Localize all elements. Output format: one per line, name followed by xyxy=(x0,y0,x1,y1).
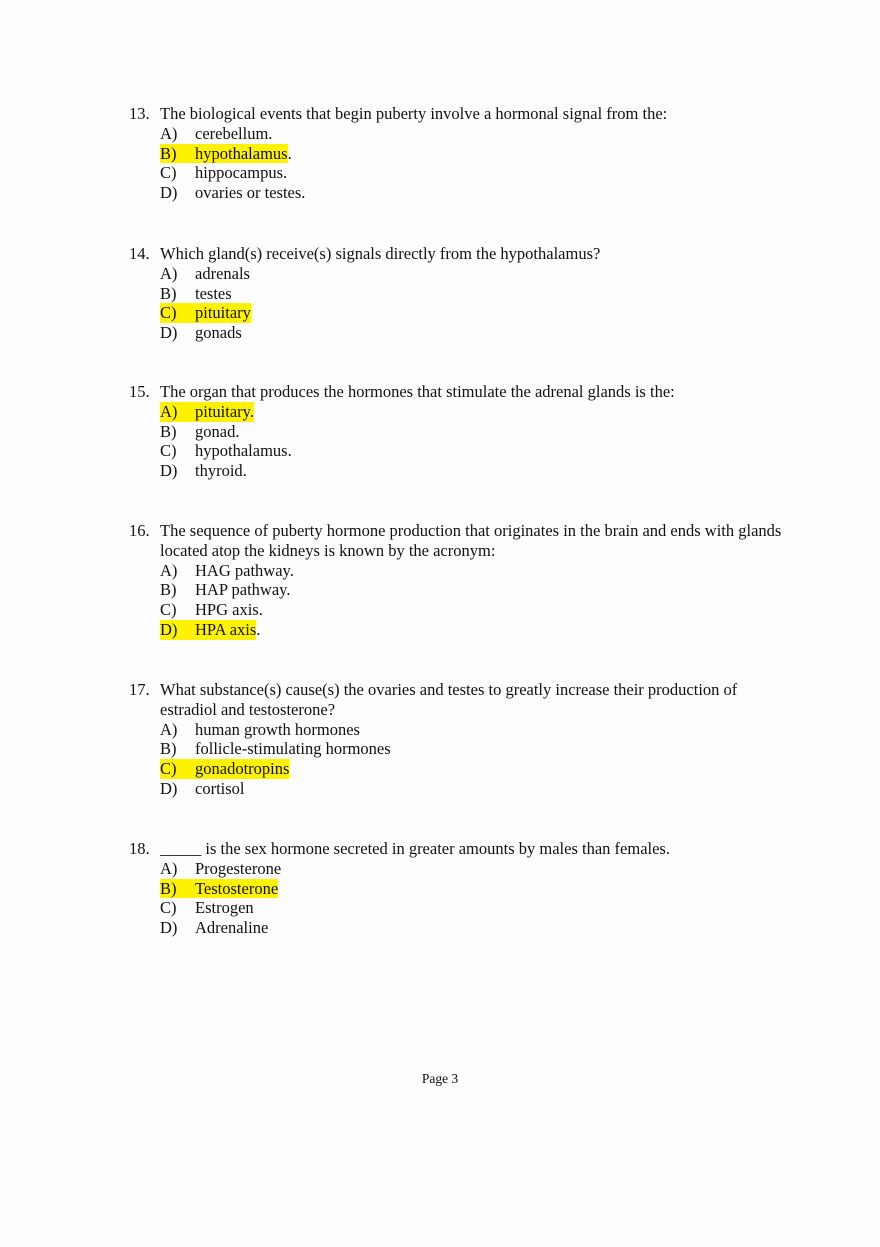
answer-option xyxy=(129,402,789,422)
option-letter: B) xyxy=(160,283,177,303)
question-text: The sequence of puberty hormone production that originates in the brain and ends with glands located atop the kidneys is known by the acronym: xyxy=(160,521,782,560)
question-text: _____ is the sex hormone secreted in greater amounts by males than females. xyxy=(160,839,670,858)
option-text: HAP pathway. xyxy=(195,580,291,600)
answer-option xyxy=(129,323,789,343)
option-letter: B) xyxy=(160,739,177,759)
option-body xyxy=(160,264,250,284)
option-body xyxy=(160,183,305,203)
option-letter: B) xyxy=(160,143,177,163)
option-letter: C) xyxy=(160,600,177,620)
question-text: What substance(s) cause(s) the ovaries and testes to greatly increase their production of estradiol and testosterone? xyxy=(160,680,738,719)
answer-option xyxy=(129,124,789,144)
option-text: gonadotropins xyxy=(195,759,290,779)
question-15 xyxy=(129,382,789,481)
question-stem xyxy=(129,382,789,402)
question-17 xyxy=(129,680,789,799)
option-text: ovaries or testes. xyxy=(195,183,306,203)
option-text: Adrenaline xyxy=(195,918,269,938)
answer-option xyxy=(129,163,789,183)
option-text: HPA axis xyxy=(195,619,257,639)
question-13 xyxy=(129,104,789,203)
option-text: HAG pathway. xyxy=(195,560,294,580)
answer-option xyxy=(129,183,789,203)
answer-option xyxy=(129,859,789,879)
option-letter: C) xyxy=(160,163,177,183)
answer-option xyxy=(129,759,789,779)
option-letter: C) xyxy=(160,759,177,779)
option-letter: C) xyxy=(160,303,177,323)
question-stem xyxy=(129,521,789,561)
question-text: The biological events that begin puberty involve a hormonal signal from the: xyxy=(160,104,668,123)
answer-option xyxy=(129,144,789,164)
option-body xyxy=(160,124,272,144)
option-text: gonads xyxy=(195,323,242,343)
option-body xyxy=(160,461,247,481)
option-text: testes xyxy=(195,283,232,303)
option-letter: B) xyxy=(160,580,177,600)
option-body xyxy=(160,323,242,343)
option-text: HPG axis. xyxy=(195,600,263,620)
option-letter: B) xyxy=(160,421,177,441)
option-letter: D) xyxy=(160,183,178,203)
option-letter: C) xyxy=(160,441,177,461)
option-letter: A) xyxy=(160,560,178,580)
answer-option xyxy=(129,580,789,600)
highlighted-answer xyxy=(160,759,289,779)
option-text: hypothalamus. xyxy=(195,441,292,461)
answer-option xyxy=(129,879,789,899)
option-text: pituitary. xyxy=(195,401,254,421)
option-body xyxy=(160,441,292,461)
answer-option xyxy=(129,284,789,304)
answer-option xyxy=(129,600,789,620)
question-stem xyxy=(129,680,789,720)
option-body xyxy=(160,561,294,581)
option-letter: D) xyxy=(160,619,178,639)
question-number: 16. xyxy=(129,521,150,540)
option-suffix: . xyxy=(256,619,261,639)
option-text: pituitary xyxy=(195,303,251,323)
option-letter: D) xyxy=(160,778,178,798)
answer-option xyxy=(129,918,789,938)
question-stem xyxy=(129,104,789,124)
question-stem xyxy=(129,839,789,859)
answer-option xyxy=(129,739,789,759)
highlighted-answer xyxy=(160,402,254,422)
question-stem xyxy=(129,244,789,264)
question-number: 14. xyxy=(129,244,150,263)
option-body xyxy=(160,720,360,740)
option-text: cortisol xyxy=(195,778,245,798)
question-number: 13. xyxy=(129,104,150,123)
option-text: hippocampus. xyxy=(195,163,288,183)
highlighted-answer xyxy=(160,144,288,164)
option-body xyxy=(160,859,281,879)
answer-option xyxy=(129,264,789,284)
highlighted-answer xyxy=(160,303,251,323)
option-body xyxy=(160,284,232,304)
answer-option xyxy=(129,303,789,323)
question-text: The organ that produces the hormones that stimulate the adrenal glands is the: xyxy=(160,382,675,401)
highlighted-answer xyxy=(160,879,278,899)
option-body xyxy=(160,422,239,442)
highlighted-answer xyxy=(160,620,256,640)
option-text: Testosterone xyxy=(195,878,279,898)
question-18 xyxy=(129,839,789,938)
question-16 xyxy=(129,521,789,640)
option-text: hypothalamus xyxy=(195,143,288,163)
answer-option xyxy=(129,720,789,740)
option-text: adrenals xyxy=(195,263,250,283)
option-letter: C) xyxy=(160,898,177,918)
answer-option xyxy=(129,779,789,799)
option-text: Progesterone xyxy=(195,858,282,878)
question-14 xyxy=(129,244,789,343)
option-text: thyroid. xyxy=(195,461,247,481)
option-letter: A) xyxy=(160,401,178,421)
option-body xyxy=(160,779,245,799)
option-text: gonad. xyxy=(195,421,240,441)
question-number: 15. xyxy=(129,382,150,401)
option-suffix: . xyxy=(287,143,292,163)
option-letter: D) xyxy=(160,323,178,343)
option-body xyxy=(160,918,268,938)
option-body xyxy=(160,600,263,620)
option-letter: B) xyxy=(160,878,177,898)
option-body xyxy=(160,739,391,759)
option-text: human growth hormones xyxy=(195,719,360,739)
option-body xyxy=(160,580,290,600)
page-number: Page 3 xyxy=(421,1071,459,1086)
question-text: Which gland(s) receive(s) signals directly from the hypothalamus? xyxy=(160,244,601,263)
option-letter: A) xyxy=(160,263,178,283)
option-text: follicle-stimulating hormones xyxy=(195,739,391,759)
option-text: Estrogen xyxy=(195,898,254,918)
option-text: cerebellum. xyxy=(195,123,273,143)
question-number: 18. xyxy=(129,839,150,858)
option-body xyxy=(160,163,287,183)
answer-option xyxy=(129,461,789,481)
answer-option xyxy=(129,441,789,461)
option-letter: D) xyxy=(160,461,178,481)
option-body xyxy=(160,898,254,918)
answer-option xyxy=(129,561,789,581)
option-letter: A) xyxy=(160,719,178,739)
option-letter: D) xyxy=(160,918,178,938)
question-number: 17. xyxy=(129,680,150,699)
option-letter: A) xyxy=(160,123,178,143)
answer-option xyxy=(129,422,789,442)
option-letter: A) xyxy=(160,858,178,878)
answer-option xyxy=(129,620,789,640)
answer-option xyxy=(129,898,789,918)
